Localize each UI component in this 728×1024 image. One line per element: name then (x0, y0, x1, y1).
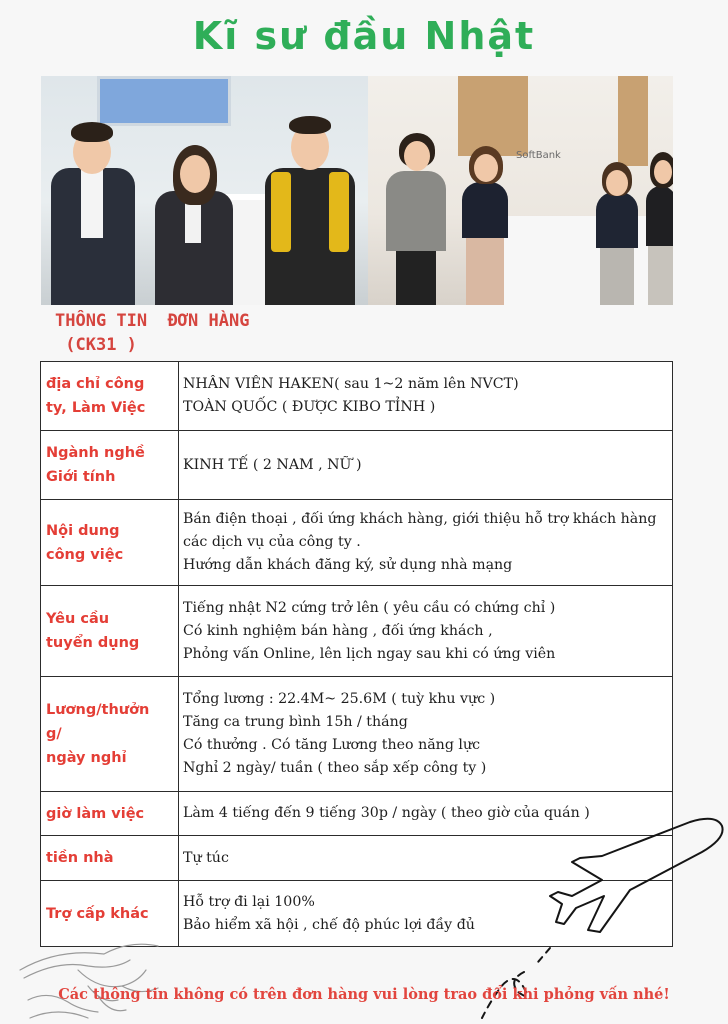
value-line: Có thưởng . Có tăng Lương theo năng lực (183, 737, 481, 753)
row-label-industry: Ngành nghề Giới tính (41, 431, 179, 500)
row-label-allowances: Trợ cấp khác (41, 881, 179, 947)
row-value-salary (179, 677, 673, 792)
handshake-doodle-icon (18, 930, 168, 1022)
order-code: (CK31 ) (65, 335, 137, 355)
table-row (41, 500, 673, 586)
value-line: Phỏng vấn Online, lên lịch ngay sau khi có ứng viên (183, 645, 556, 662)
value-line: Tổng lương : 22.4M~ 25.6M ( tuỳ khu vực ) (183, 691, 496, 707)
order-info-heading (55, 309, 249, 357)
row-label-address: địa chỉ công ty, Làm Việc (41, 362, 179, 431)
softbank-sign: SoftBank (516, 150, 561, 161)
photo-shop-staff (41, 76, 368, 305)
order-info-title: THÔNG TIN ĐƠN HÀNG (55, 311, 250, 331)
value-line: Tự túc (183, 849, 229, 866)
table-row (41, 586, 673, 677)
value-line: Làm 4 tiếng đến 9 tiếng 30p / ngày ( theo giờ của quán ) (183, 805, 590, 821)
row-value-job-content (179, 500, 673, 586)
value-line: Bán điện thoại , đối ứng khách hàng, giới thiệu hỗ trợ khách hàng (183, 511, 657, 527)
value-line: Nghỉ 2 ngày/ tuần ( theo sắp xếp công ty ) (183, 760, 487, 776)
table-row (41, 362, 673, 431)
value-line: Tiếng nhật N2 cứng trở lên ( yêu cầu có chứng chỉ ) (183, 599, 556, 616)
row-value-address (179, 362, 673, 431)
value-line: Bảo hiểm xã hội , chế độ phúc lợi đầy đủ (183, 916, 475, 933)
value-line: NHÂN VIÊN HAKEN( sau 1~2 năm lên NVCT) (183, 376, 519, 392)
value-line: Tăng ca trung bình 15h / tháng (183, 714, 408, 730)
row-value-requirements (179, 586, 673, 677)
value-line: các dịch vụ của công ty . (183, 534, 361, 550)
row-label-requirements: Yêu cầu tuyển dụng (41, 586, 179, 677)
row-label-job-content: Nội dung công việc (41, 500, 179, 586)
value-line: Hỗ trợ đi lại 100% (183, 893, 315, 910)
page-title: Kĩ sư đầu Nhật (192, 14, 536, 58)
row-label-working-hours: giờ làm việc (41, 792, 179, 836)
table-row (41, 677, 673, 792)
value-line: Có kinh nghiệm bán hàng , đối ứng khách , (183, 622, 493, 639)
row-value-industry (179, 431, 673, 500)
footer-note: Các thông tin không có trên đơn hàng vui lòng trao đổi khi phỏng vấn nhé! (58, 986, 670, 1003)
row-label-salary: Lương/thưởn g/ ngày nghỉ (41, 677, 179, 792)
table-row (41, 431, 673, 500)
row-label-housing: tiền nhà (41, 836, 179, 881)
value-line: KINH TẾ ( 2 NAM , NỮ ) (183, 456, 362, 473)
value-line: TOÀN QUỐC ( ĐƯỢC KIBO TỈNH ) (183, 399, 436, 415)
header-photos (41, 76, 673, 305)
value-line: Hướng dẫn khách đăng ký, sử dụng nhà mạng (183, 557, 513, 573)
photo-showroom-staff (368, 76, 673, 305)
